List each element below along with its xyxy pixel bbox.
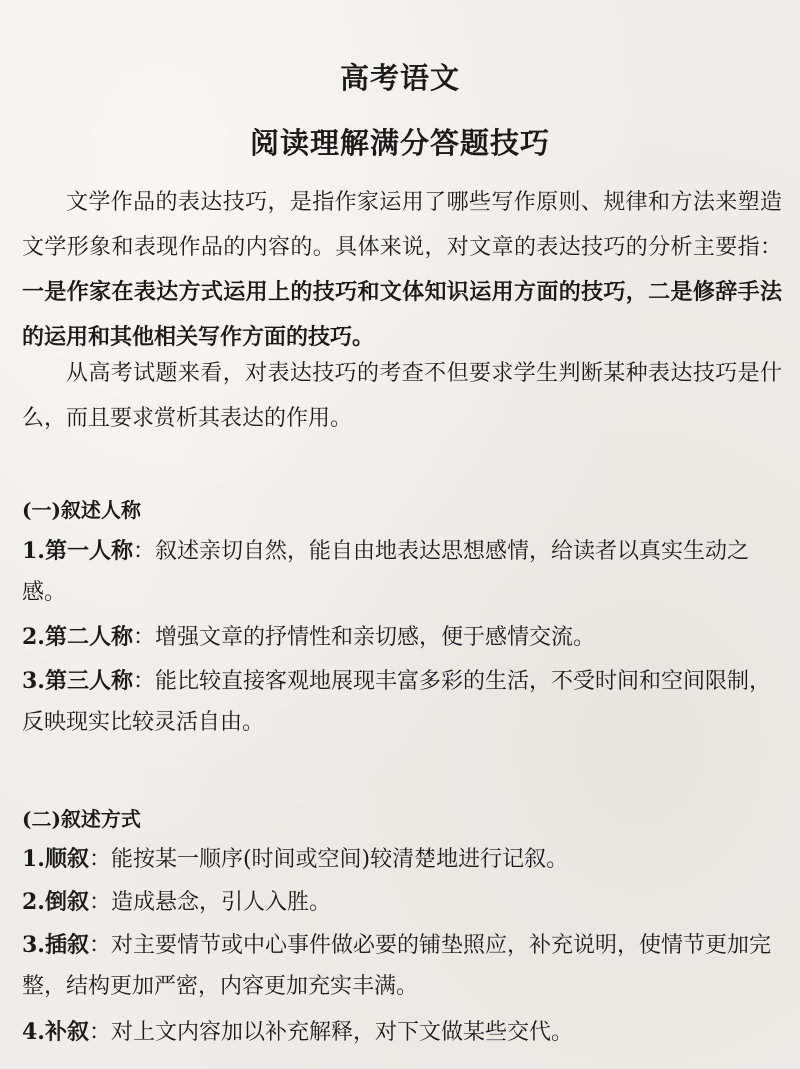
item-text: ：对主要情节或中心事件做必要的铺垫照应，补充说明，使情节更加完整，结构更加严密，内容更加充实丰满。 xyxy=(22,933,771,999)
intro-paragraph xyxy=(22,180,782,360)
page-title: 高考语文 xyxy=(339,61,460,95)
list-item xyxy=(22,839,782,880)
page-subtitle: 阅读理解满分答题技巧 xyxy=(249,126,550,160)
item-label: 3.插叙 xyxy=(22,932,89,958)
item-text: ：能按某一顺序(时间或空间)较清楚地进行记叙。 xyxy=(88,847,569,872)
section-heading-narrative-method: (二)叙述方式 xyxy=(22,807,141,831)
list-item xyxy=(22,1012,782,1053)
list-item xyxy=(22,925,782,1007)
list-item xyxy=(22,661,782,743)
item-text: ：增强文章的抒情性和亲切感，便于感情交流。 xyxy=(132,625,595,650)
item-label: 2.第二人称 xyxy=(22,624,133,650)
item-label: 2.倒叙 xyxy=(22,889,89,915)
section-heading-narrative-person: (一)叙述人称 xyxy=(22,498,141,522)
item-text: ：对上文内容加以补充解释，对下文做某些交代。 xyxy=(88,1020,573,1045)
intro-plain-text: 文学作品的表达技巧，是指作家运用了哪些写作原则、规律和方法来塑造文学形象和表现作品的内容的。具体来说，对文章的表达技巧的分析主要指： xyxy=(22,190,782,260)
item-text: ：叙述亲切自然，能自由地表达思想感情，给读者以真实生动之感。 xyxy=(22,539,749,605)
item-label: 1.第一人称 xyxy=(22,538,133,564)
intro-bold-text: 一是作家在表达方式运用上的技巧和文体知识运用方面的技巧，二是修辞手法的运用和其他相关写作方面的技巧。 xyxy=(22,279,782,350)
item-text: ：造成悬念，引人入胜。 xyxy=(88,890,331,915)
list-item xyxy=(22,617,782,658)
list-item xyxy=(22,531,782,613)
item-label: 4.补叙 xyxy=(22,1019,89,1045)
analysis-paragraph: 从高考试题来看，对表达技巧的考查不但要求学生判断某种表达技巧是什么，而且要求赏析其表达的作用。 xyxy=(22,361,782,431)
list-item xyxy=(22,882,782,923)
item-text: ：能比较直接客观地展现丰富多彩的生活，不受时间和空间限制，反映现实比较灵活自由。 xyxy=(22,669,771,735)
item-label: 3.第三人称 xyxy=(22,668,133,694)
item-label: 1.顺叙 xyxy=(22,846,89,872)
